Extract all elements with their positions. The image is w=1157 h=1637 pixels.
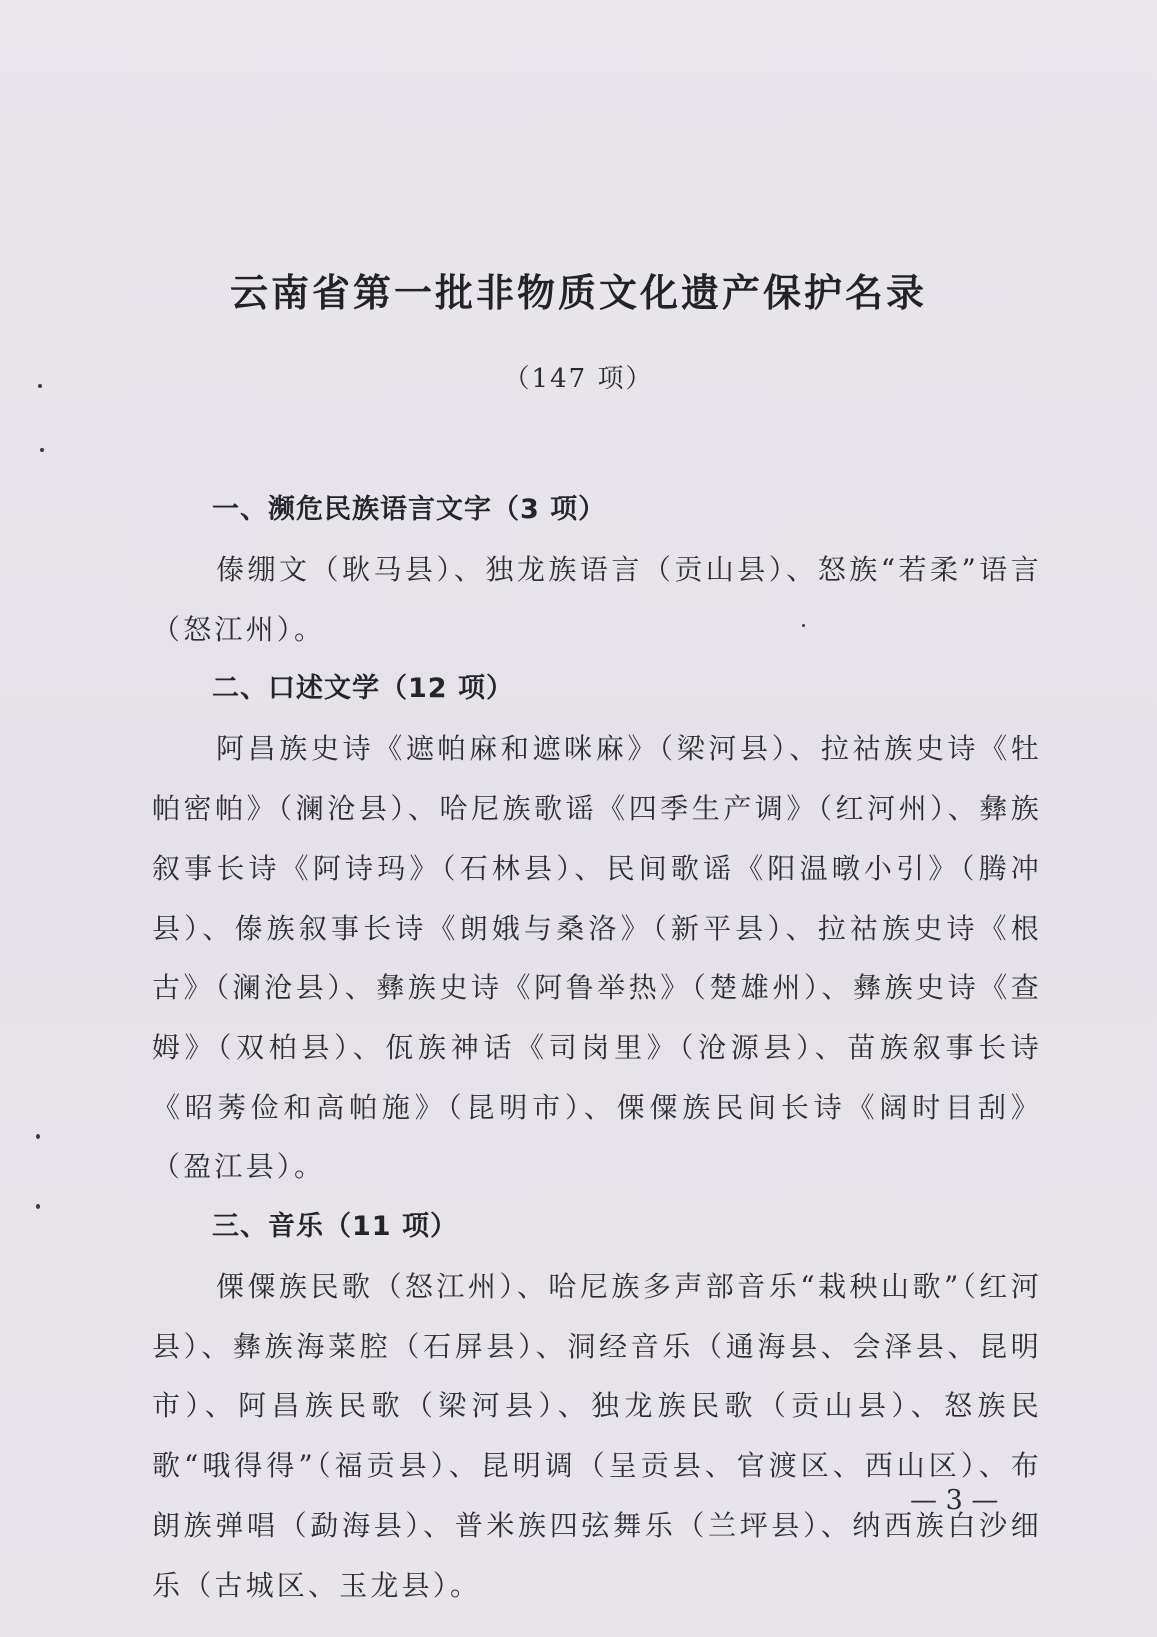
section-oral-literature xyxy=(152,659,1042,1197)
section-endangered-languages xyxy=(152,480,1042,659)
section-paragraph: 傣绷文（耿马县）、独龙族语言（贡山县）、怒族“若柔”语言（怒江州）。 xyxy=(152,553,1042,646)
section-paragraph: 傈僳族民歌（怒江州）、哈尼族多声部音乐“栽秧山歌”（红河县）、彝族海菜腔（石屏县）、洞经音乐（通海县、会泽县、昆明市）、阿昌族民歌（梁河县）、独龙族民歌（贡山县）、怒族民歌“哦得得”（福贡县）、昆明调（呈贡县、官渡区、西山区）、布朗族弹唱（勐海县）、普米族四弦舞乐（兰坪县）、纳西族白沙细乐（古城区、玉龙县）。 xyxy=(152,1270,1042,1602)
document-subtitle: （147 项） xyxy=(503,364,654,394)
document-body xyxy=(152,480,1042,1615)
section-music xyxy=(152,1197,1042,1615)
scan-speck xyxy=(36,1134,40,1139)
section-heading: 二、口述文学（12 项） xyxy=(212,673,514,705)
section-heading: 一、濒危民族语言文字（3 项） xyxy=(212,494,607,525)
document-title: 云南省第一批非物质文化遗产保护名录 xyxy=(229,271,927,315)
scan-speck xyxy=(36,1204,40,1209)
scan-speck xyxy=(40,448,44,452)
page-number: — 3 — xyxy=(910,1485,999,1516)
section-paragraph: 阿昌族史诗《遮帕麻和遮咪麻》（梁河县）、拉祜族史诗《牡帕密帕》（澜沧县）、哈尼族歌谣《四季生产调》（红河州）、彝族叙事长诗《阿诗玛》（石林县）、民间歌谣《阳温暾小引》（腾冲县）、傣族叙事长诗《朗娥与桑洛》（新平县）、拉祜族史诗《根古》（澜沧县）、彝族史诗《阿鲁举热》（楚雄州）、彝族史诗《查姆》（双柏县）、佤族神话《司岗里》（沧源县）、苗族叙事长诗《昭莠俭和高帕施》（昆明市）、傈僳族民间长诗《阔时目刮》（盈江县）。 xyxy=(152,732,1042,1184)
section-heading: 三、音乐（11 项） xyxy=(212,1211,458,1243)
